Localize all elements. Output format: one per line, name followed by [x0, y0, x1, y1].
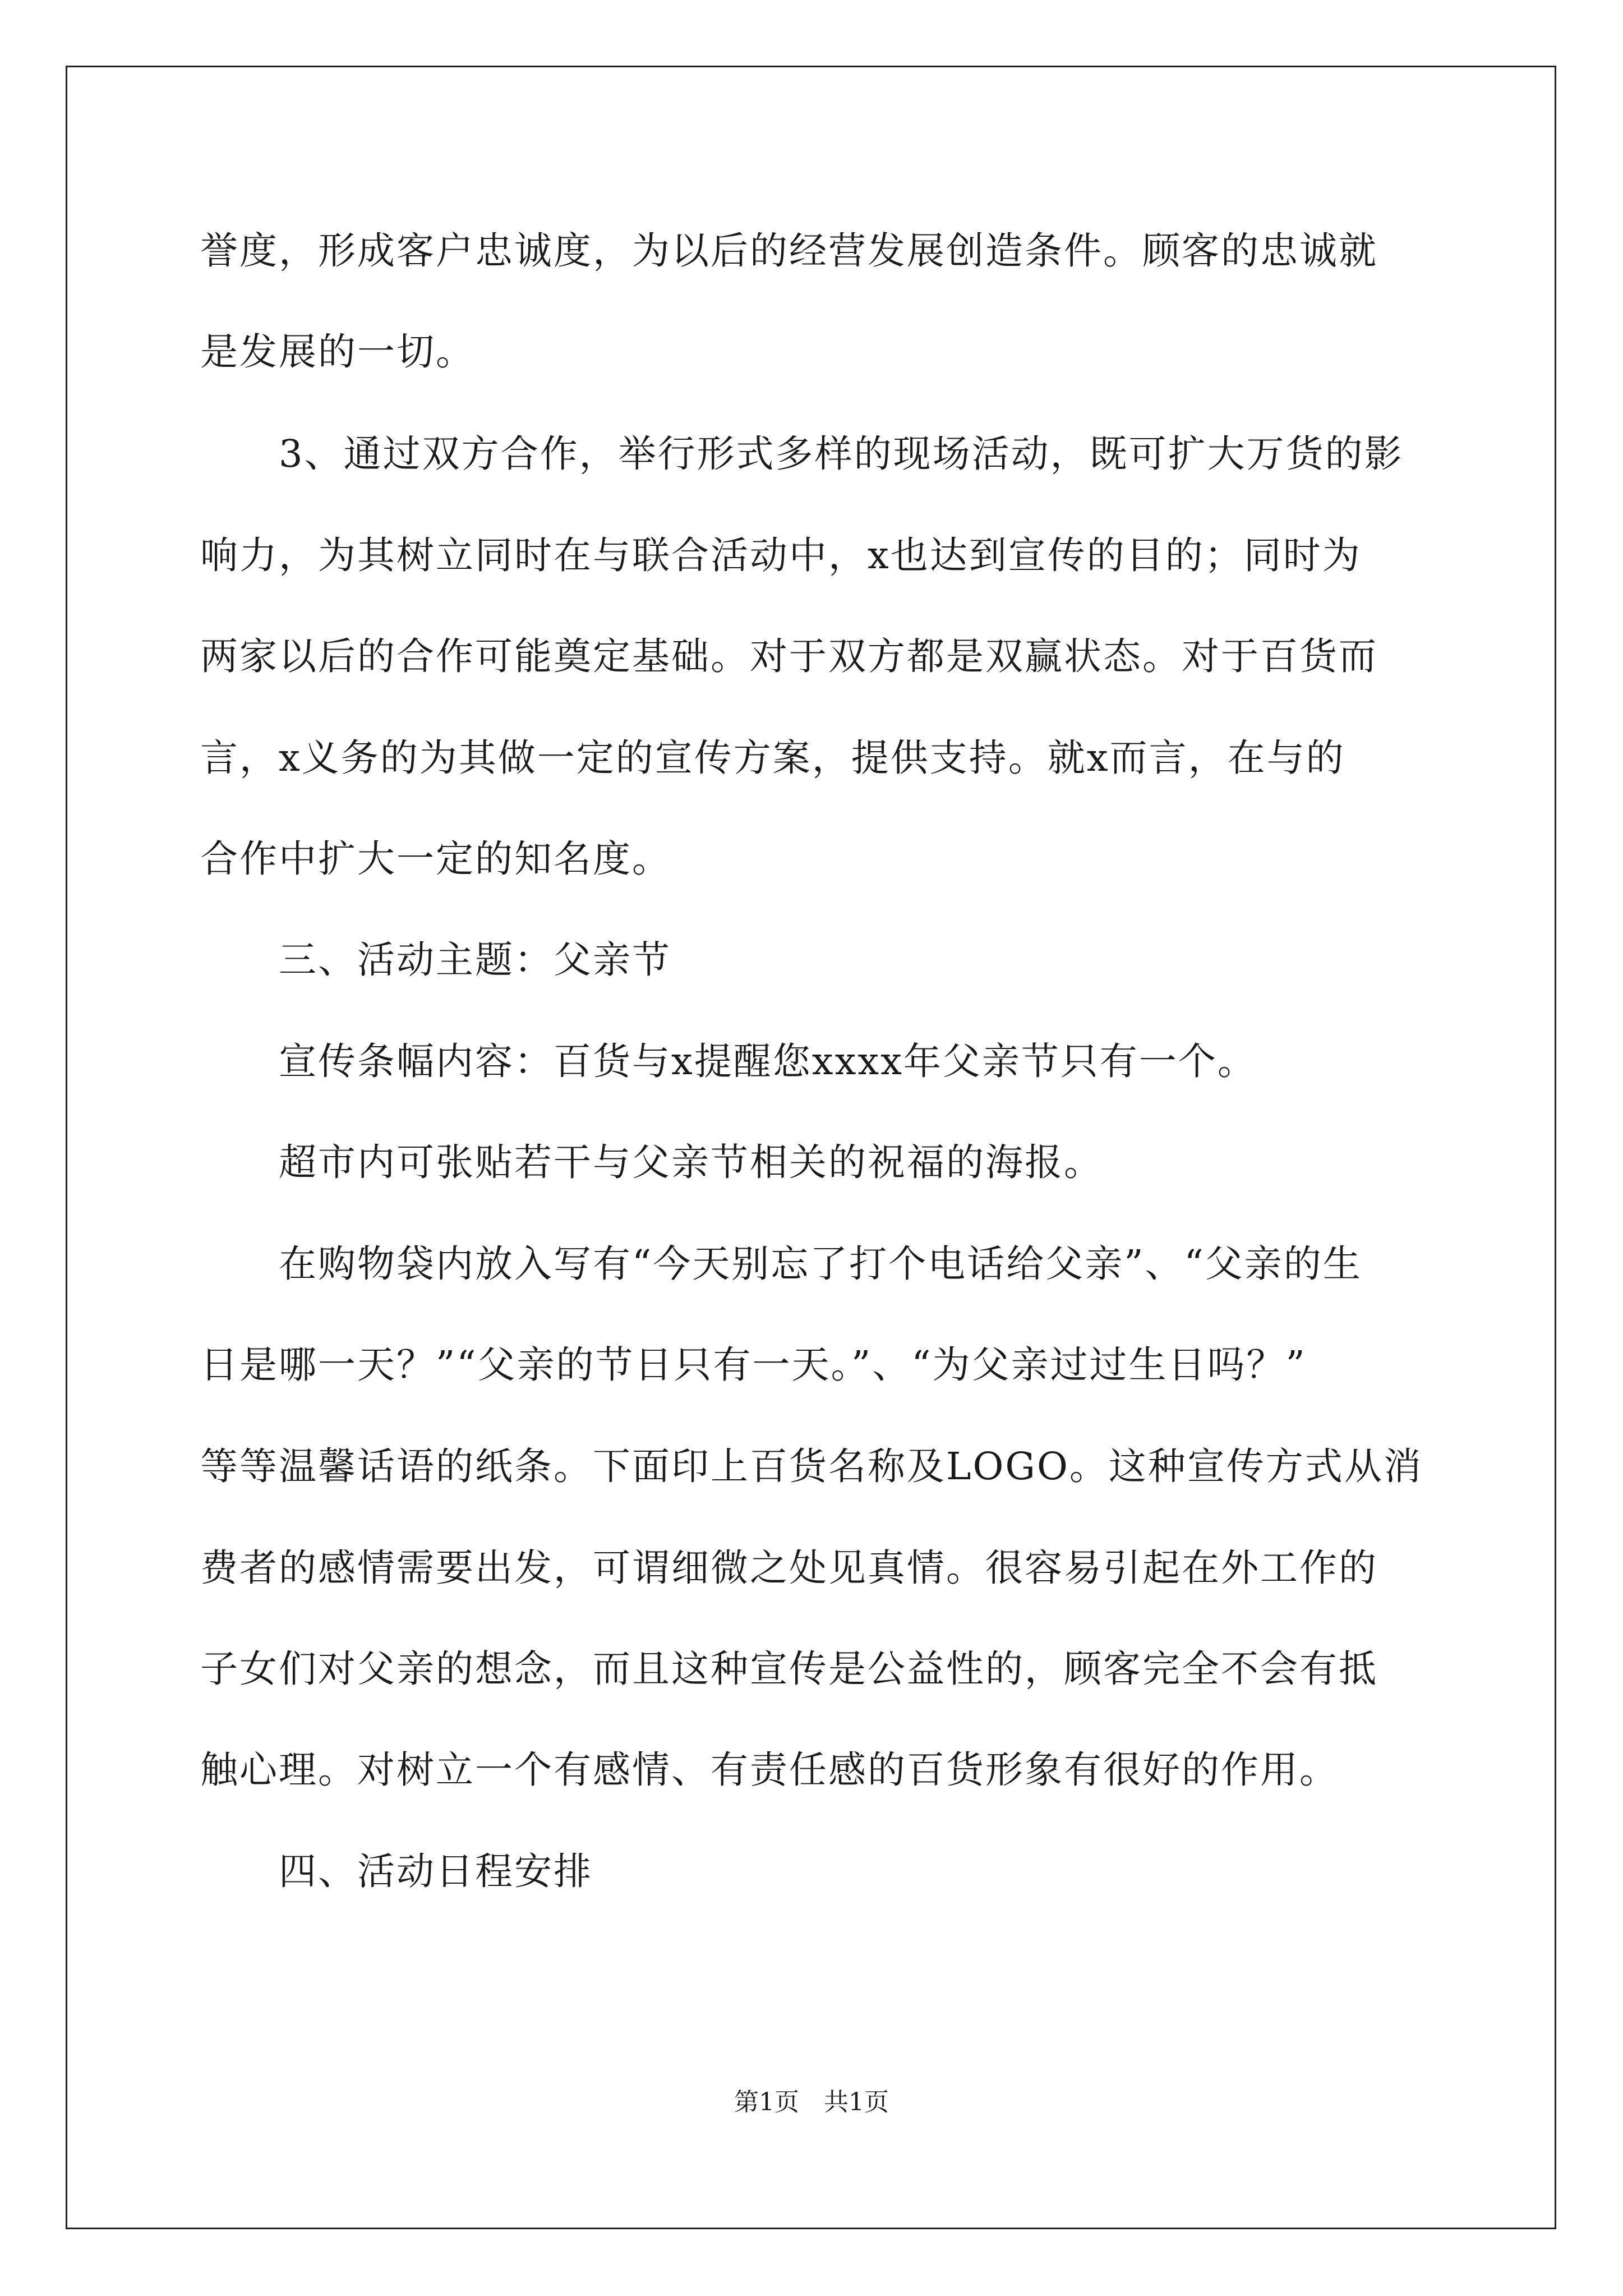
paragraph-line: 两家以后的合作可能奠定基础。对于双方都是双赢状态。对于百货而: [200, 634, 1378, 678]
paragraph-line: 等等温馨话语的纸条。下面印上百货名称及LOGO。这种宣传方式从消: [200, 1444, 1423, 1488]
paragraph-line: 在购物袋内放入写有“今天别忘了打个电话给父亲”、“父亲的生: [200, 1242, 1362, 1286]
paragraph-line: 费者的感情需要出发，可谓细微之处见真情。很容易引起在外工作的: [200, 1546, 1378, 1590]
paragraph-line: 响力，为其树立同时在与联合活动中，x也达到宣传的目的；同时为: [200, 533, 1362, 577]
paragraph-line: 日是哪一天？”“父亲的节日只有一天。”、“为父亲过过生日吗？”: [200, 1343, 1307, 1387]
paragraph-line: 誉度，形成客户忠诚度，为以后的经营发展创造条件。顾客的忠诚就: [200, 229, 1378, 273]
section-heading: 四、活动日程安排: [200, 1849, 593, 1893]
paragraph-line: 宣传条幅内容：百货与x提醒您xxxx年父亲节只有一个。: [200, 1039, 1257, 1083]
paragraph-line: 3、通过双方合作，举行形式多样的现场活动，既可扩大万货的影: [200, 432, 1404, 476]
section-heading: 三、活动主题：父亲节: [200, 938, 671, 982]
paragraph-line: 合作中扩大一定的知名度。: [200, 837, 671, 881]
page-number-footer: 第1页 共1页: [734, 2088, 889, 2116]
paragraph-line: 触心理。对树立一个有感情、有责任感的百货形象有很好的作用。: [200, 1748, 1339, 1792]
paragraph-line: 子女们对父亲的想念，而且这种宣传是公益性的，顾客完全不会有抵: [200, 1647, 1378, 1691]
paragraph-line: 言，x义务的为其做一定的宣传方案，提供支持。就x而言，在与的: [200, 736, 1345, 780]
paragraph-line: 是发展的一切。: [200, 330, 475, 374]
paragraph-line: 超市内可张贴若干与父亲节相关的祝福的海报。: [200, 1140, 1103, 1184]
